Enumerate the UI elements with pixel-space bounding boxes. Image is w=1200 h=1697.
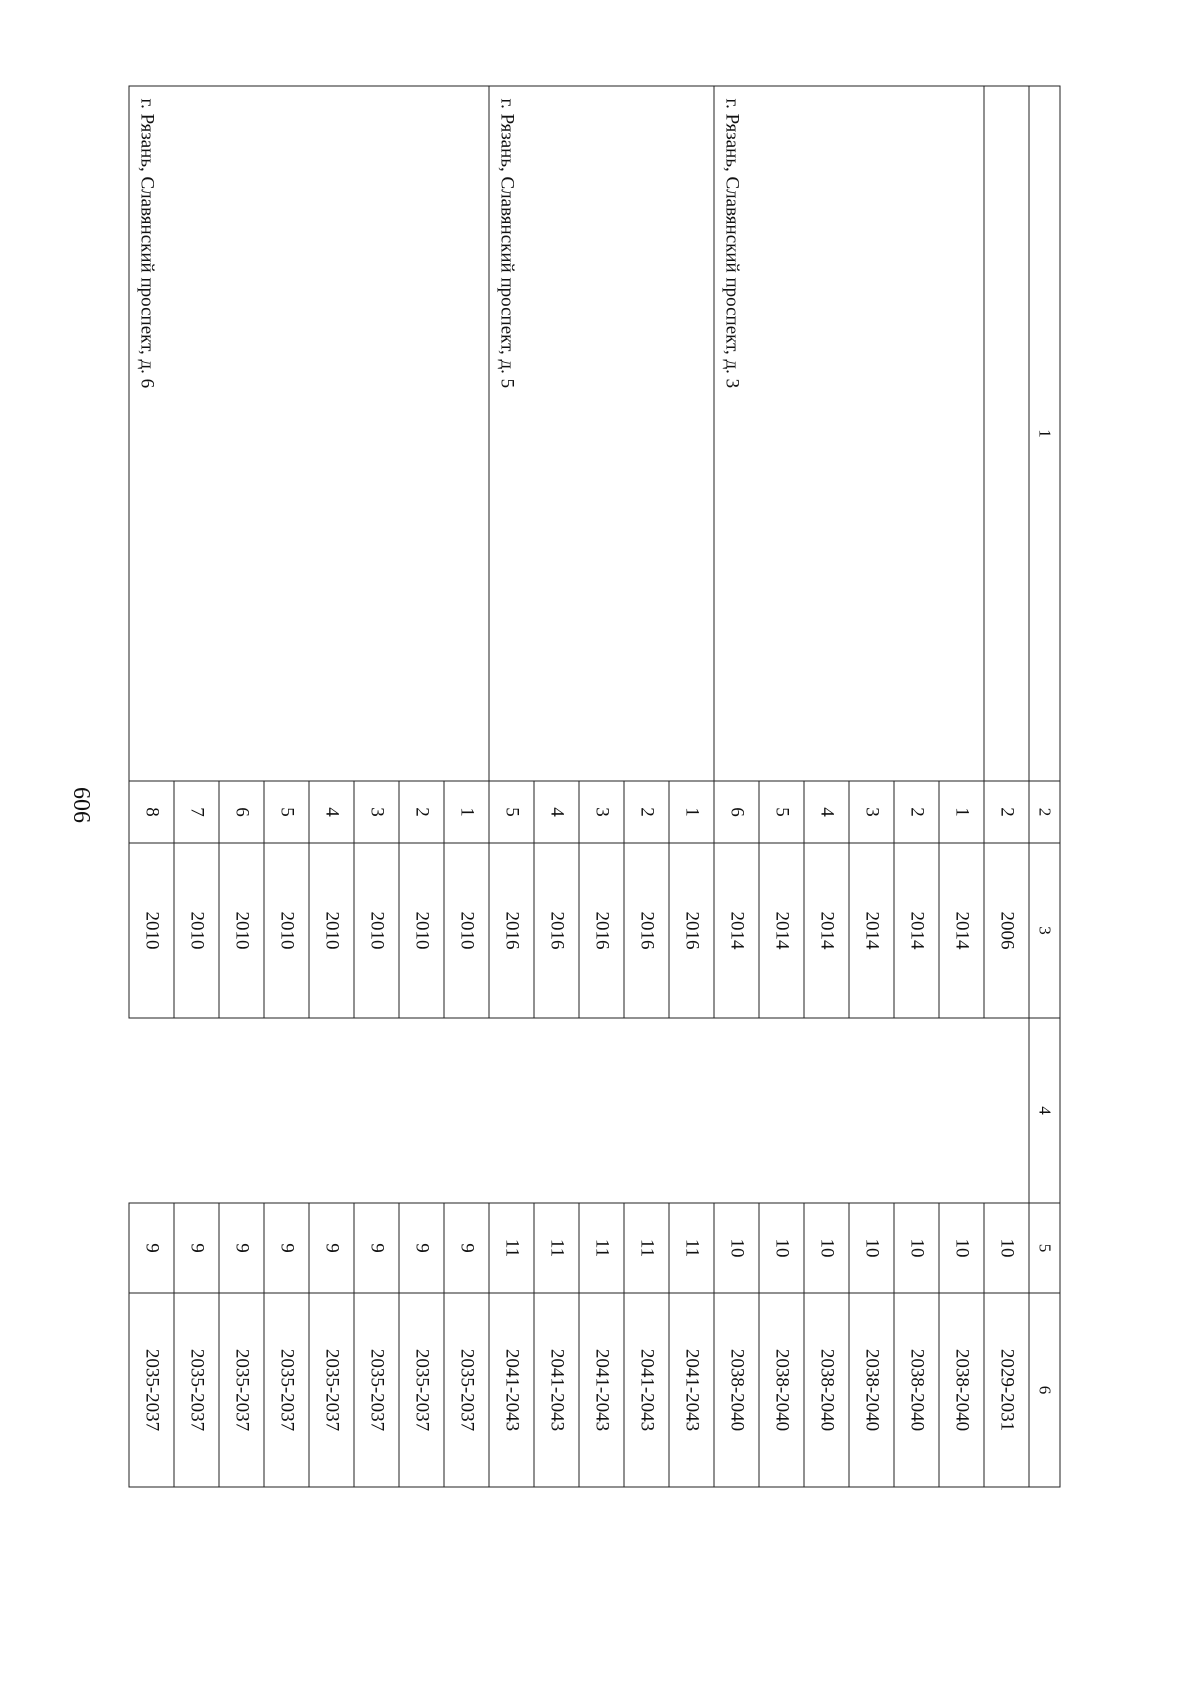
period-cell: 2029-2031 (984, 1293, 1029, 1487)
entrance-number-cell: 4 (534, 781, 579, 843)
column-5-cell: 10 (849, 1203, 894, 1293)
column-4-cell (354, 1018, 399, 1203)
period-cell: 2035-2037 (129, 1293, 174, 1487)
schedule-table (129, 86, 1061, 1488)
table-row (669, 86, 714, 1487)
period-cell: 2041-2043 (624, 1293, 669, 1487)
entrance-number-cell: 2 (984, 781, 1029, 843)
column-5-cell: 11 (579, 1203, 624, 1293)
year-cell: 2016 (534, 843, 579, 1018)
column-4-cell (669, 1018, 714, 1203)
page-number: 606 (68, 787, 95, 823)
column-4-cell (984, 1018, 1029, 1203)
column-header: 6 (1029, 1293, 1060, 1487)
table-frame (129, 86, 1061, 1487)
period-cell: 2038-2040 (759, 1293, 804, 1487)
column-5-cell: 9 (354, 1203, 399, 1293)
entrance-number-cell: 5 (264, 781, 309, 843)
column-4-cell (309, 1018, 354, 1203)
period-cell: 2035-2037 (444, 1293, 489, 1487)
period-cell: 2041-2043 (579, 1293, 624, 1487)
entrance-number-cell: 2 (624, 781, 669, 843)
column-4-cell (804, 1018, 849, 1203)
period-cell: 2038-2040 (804, 1293, 849, 1487)
entrance-number-cell: 2 (399, 781, 444, 843)
column-4-cell (129, 1018, 174, 1203)
entrance-number-cell: 1 (669, 781, 714, 843)
column-4-cell (534, 1018, 579, 1203)
column-5-cell: 9 (264, 1203, 309, 1293)
column-4-cell (264, 1018, 309, 1203)
period-cell: 2035-2037 (354, 1293, 399, 1487)
column-5-cell: 9 (444, 1203, 489, 1293)
entrance-number-cell: 8 (129, 781, 174, 843)
entrance-number-cell: 1 (444, 781, 489, 843)
entrance-number-cell: 7 (174, 781, 219, 843)
column-5-cell: 11 (534, 1203, 579, 1293)
entrance-number-cell: 1 (939, 781, 984, 843)
year-cell: 2014 (849, 843, 894, 1018)
period-cell: 2035-2037 (399, 1293, 444, 1487)
column-4-cell (174, 1018, 219, 1203)
year-cell: 2016 (579, 843, 624, 1018)
table-row (939, 86, 984, 1487)
entrance-number-cell: 3 (354, 781, 399, 843)
column-header: 5 (1029, 1203, 1060, 1293)
period-cell: 2038-2040 (894, 1293, 939, 1487)
column-5-cell: 10 (939, 1203, 984, 1293)
address-cell (984, 86, 1029, 781)
year-cell: 2010 (399, 843, 444, 1018)
entrance-number-cell: 6 (714, 781, 759, 843)
column-5-cell: 10 (714, 1203, 759, 1293)
column-4-cell (444, 1018, 489, 1203)
column-5-cell: 9 (129, 1203, 174, 1293)
column-4-cell (219, 1018, 264, 1203)
entrance-number-cell: 5 (759, 781, 804, 843)
period-cell: 2038-2040 (714, 1293, 759, 1487)
period-cell: 2041-2043 (489, 1293, 534, 1487)
year-cell: 2014 (804, 843, 849, 1018)
year-cell: 2014 (894, 843, 939, 1018)
column-4-cell (894, 1018, 939, 1203)
period-cell: 2035-2037 (219, 1293, 264, 1487)
year-cell: 2010 (219, 843, 264, 1018)
column-5-cell: 9 (219, 1203, 264, 1293)
entrance-number-cell: 4 (804, 781, 849, 843)
year-cell: 2014 (714, 843, 759, 1018)
period-cell: 2035-2037 (264, 1293, 309, 1487)
column-5-cell: 11 (489, 1203, 534, 1293)
column-4-cell (399, 1018, 444, 1203)
period-cell: 2038-2040 (849, 1293, 894, 1487)
entrance-number-cell: 4 (309, 781, 354, 843)
address-cell: г. Рязань, Славянский проспект, д. 6 (129, 86, 489, 781)
year-cell: 2010 (264, 843, 309, 1018)
entrance-number-cell: 2 (894, 781, 939, 843)
column-4-cell (579, 1018, 624, 1203)
column-5-cell: 11 (624, 1203, 669, 1293)
year-cell: 2016 (489, 843, 534, 1018)
column-header: 1 (1029, 86, 1060, 781)
column-header: 2 (1029, 781, 1060, 843)
column-5-cell: 9 (399, 1203, 444, 1293)
column-4-cell (849, 1018, 894, 1203)
column-5-cell: 10 (894, 1203, 939, 1293)
year-cell: 2010 (174, 843, 219, 1018)
year-cell: 2014 (759, 843, 804, 1018)
period-cell: 2035-2037 (309, 1293, 354, 1487)
period-cell: 2038-2040 (939, 1293, 984, 1487)
column-5-cell: 10 (984, 1203, 1029, 1293)
period-cell: 2041-2043 (534, 1293, 579, 1487)
column-5-cell: 9 (309, 1203, 354, 1293)
table-row (984, 86, 1029, 1487)
table-row (444, 86, 489, 1487)
table-header-row (1029, 86, 1060, 1487)
entrance-number-cell: 5 (489, 781, 534, 843)
column-header: 3 (1029, 843, 1060, 1018)
address-cell: г. Рязань, Славянский проспект, д. 3 (714, 86, 984, 781)
year-cell: 2006 (984, 843, 1029, 1018)
column-5-cell: 9 (174, 1203, 219, 1293)
year-cell: 2014 (939, 843, 984, 1018)
entrance-number-cell: 3 (849, 781, 894, 843)
column-5-cell: 10 (759, 1203, 804, 1293)
address-cell: г. Рязань, Славянский проспект, д. 5 (489, 86, 714, 781)
entrance-number-cell: 3 (579, 781, 624, 843)
column-5-cell: 10 (804, 1203, 849, 1293)
column-4-cell (939, 1018, 984, 1203)
column-4-cell (624, 1018, 669, 1203)
column-5-cell: 11 (669, 1203, 714, 1293)
column-4-cell (489, 1018, 534, 1203)
year-cell: 2010 (129, 843, 174, 1018)
column-header: 4 (1029, 1018, 1060, 1203)
year-cell: 2010 (354, 843, 399, 1018)
entrance-number-cell: 6 (219, 781, 264, 843)
year-cell: 2010 (309, 843, 354, 1018)
period-cell: 2035-2037 (174, 1293, 219, 1487)
year-cell: 2016 (624, 843, 669, 1018)
year-cell: 2010 (444, 843, 489, 1018)
column-4-cell (759, 1018, 804, 1203)
year-cell: 2016 (669, 843, 714, 1018)
column-4-cell (714, 1018, 759, 1203)
period-cell: 2041-2043 (669, 1293, 714, 1487)
